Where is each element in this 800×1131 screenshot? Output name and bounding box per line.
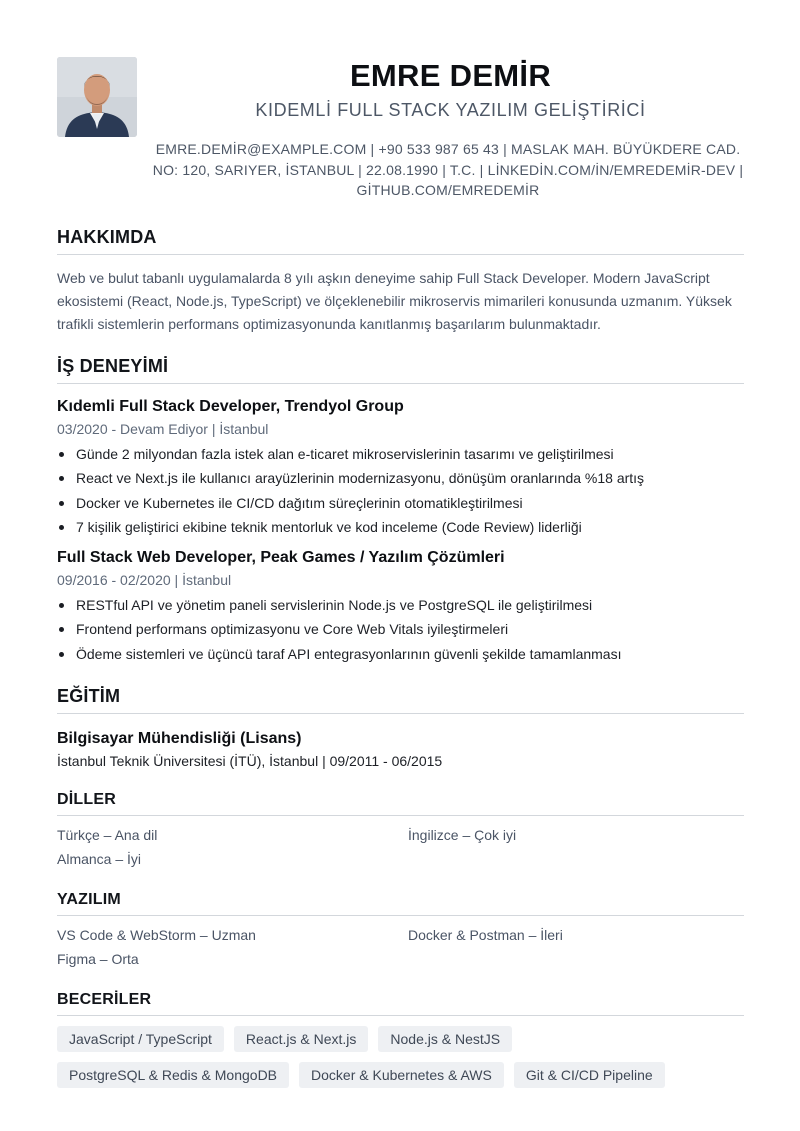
- resume-page: [57, 57, 744, 1088]
- skills-section: [57, 991, 744, 1088]
- job-bullets: [57, 593, 744, 666]
- language-item: Almanca – İyi: [57, 851, 142, 868]
- contact-line: EMRE.DEMİR@EXAMPLE.COM | +90 533 987 65 43 | MASLAK MAH. BÜYÜKDERE CAD. NO: 120, SARIYER, İSTANBUL | 22.08.1990 | T.C. | LİNKEDİN.COM/İN/EMREDEMİR-DEV | GİTHUB.COM/EMREDEMİR: [152, 141, 744, 198]
- experience-heading: İŞ DENEYİMİ: [57, 356, 744, 384]
- languages-list: [57, 825, 744, 869]
- education-heading: EĞİTİM: [57, 686, 744, 714]
- education-section: [57, 686, 744, 769]
- skill-tag: React.js & Next.js: [234, 1026, 368, 1052]
- software-item: Figma – Orta: [57, 951, 139, 968]
- skill-tag: JavaScript / TypeScript: [57, 1026, 224, 1052]
- profile-photo: [57, 57, 137, 137]
- languages-heading: DİLLER: [57, 791, 744, 816]
- education-degree: Bilgisayar Mühendisliği (Lisans): [57, 730, 302, 748]
- about-text: Web ve bulut tabanlı uygulamalarda 8 yılı aşkın deneyime sahip Full Stack Developer. Modern JavaScript ekosistemi (React, Node.js, TypeScript) ve ölçeklenebilir mikroservis mimarileri konusunda uzmanım. Yüksek trafikli sistemlerin performans optimizasyonunda kanıtlanmış başarılarım bulunmaktadır.: [57, 270, 732, 332]
- skill-tag: Node.js & NestJS: [378, 1026, 512, 1052]
- job-entry: [57, 398, 744, 539]
- languages-section: [57, 791, 744, 869]
- software-heading: YAZILIM: [57, 891, 744, 916]
- skill-tag: Docker & Kubernetes & AWS: [299, 1062, 504, 1088]
- skills-heading: BECERİLER: [57, 991, 744, 1016]
- skills-tags: [57, 1026, 744, 1088]
- job-bullet: Günde 2 milyondan fazla istek alan e-ticaret mikroservislerinin tasarımı ve geliştirilmesi: [57, 442, 744, 466]
- experience-section: [57, 356, 744, 666]
- job-bullet: 7 kişilik geliştirici ekibine teknik mentorluk ve kod inceleme (Code Review) liderliği: [57, 515, 744, 539]
- job-title: Full Stack Web Developer, Peak Games / Yazılım Çözümleri: [57, 549, 505, 567]
- job-bullets: [57, 442, 744, 539]
- software-item: VS Code & WebStorm – Uzman: [57, 927, 256, 944]
- header-text: [157, 57, 744, 121]
- software-item: Docker & Postman – İleri: [408, 927, 563, 944]
- job-meta: 09/2016 - 02/2020 | İstanbul: [57, 572, 232, 589]
- skill-tag: Git & CI/CD Pipeline: [514, 1062, 665, 1088]
- education-meta: İstanbul Teknik Üniversitesi (İTÜ), İstanbul | 09/2011 - 06/2015: [57, 753, 443, 770]
- software-section: [57, 891, 744, 969]
- software-list: [57, 925, 744, 969]
- candidate-title: KIDEMLİ FULL STACK YAZILIM GELİŞTİRİCİ: [255, 100, 646, 120]
- job-bullet: RESTful API ve yönetim paneli servislerinin Node.js ve PostgreSQL ile geliştirilmesi: [57, 593, 744, 617]
- language-item: İngilizce – Çok iyi: [408, 827, 517, 844]
- resume-header: [57, 57, 744, 217]
- job-bullet: Frontend performans optimizasyonu ve Core Web Vitals iyileştirmeleri: [57, 617, 744, 641]
- skill-tag: PostgreSQL & Redis & MongoDB: [57, 1062, 289, 1088]
- job-meta: 03/2020 - Devam Ediyor | İstanbul: [57, 421, 269, 437]
- job-bullet: Ödeme sistemleri ve üçüncü taraf API entegrasyonlarının güvenli şekilde tamamlanması: [57, 642, 744, 666]
- about-heading: HAKKIMDA: [57, 227, 744, 255]
- about-section: [57, 227, 744, 336]
- job-bullet: React ve Next.js ile kullanıcı arayüzlerinin modernizasyonu, dönüşüm oranlarında %18 artış: [57, 466, 744, 490]
- candidate-name: EMRE DEMİR: [349, 58, 552, 93]
- job-bullet: Docker ve Kubernetes ile CI/CD dağıtım süreçlerinin otomatikleştirilmesi: [57, 491, 744, 515]
- job-title: Kıdemli Full Stack Developer, Trendyol Group: [57, 398, 404, 415]
- job-entry: [57, 549, 744, 666]
- language-item: Türkçe – Ana dil: [57, 827, 158, 844]
